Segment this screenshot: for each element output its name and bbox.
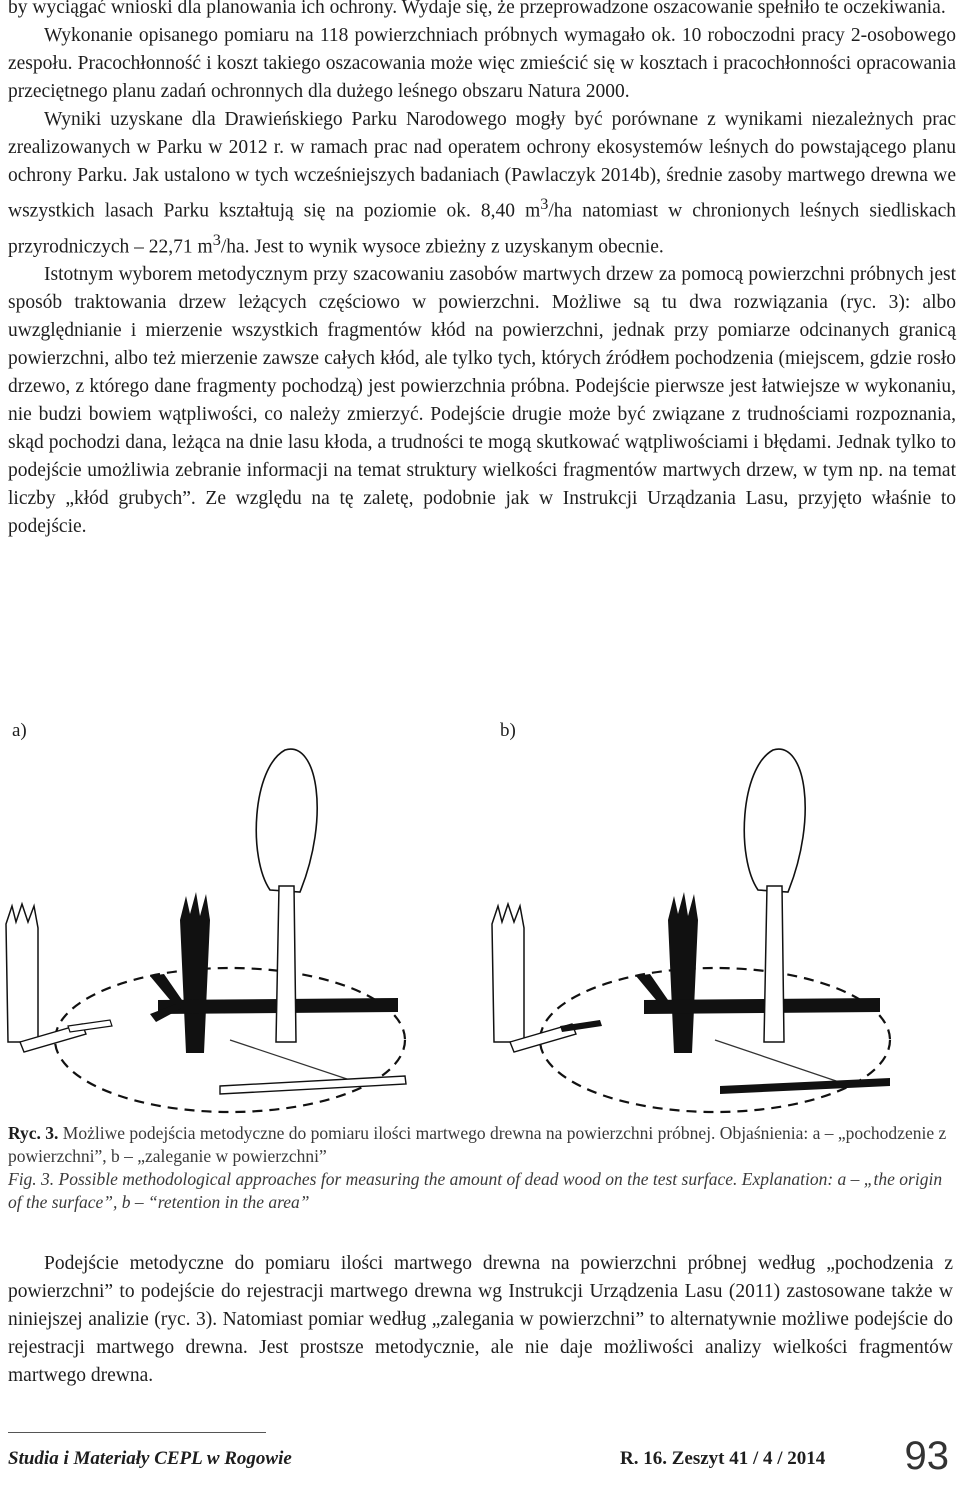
lying-log-dark-b3 <box>560 1020 602 1032</box>
figure-label-a: a) <box>12 720 27 741</box>
tree-crown-b <box>744 749 805 892</box>
log-branch-b1 <box>636 974 668 1000</box>
radius-line-b <box>715 1040 845 1084</box>
log-branch-a1 <box>150 974 182 1000</box>
caption-label: Ryc. 3. <box>8 1123 59 1143</box>
paragraph-results-part-3: /ha. Jest to wynik wysoce zbieżny z uzyskanym obecnie. <box>220 236 664 257</box>
caption-polish <box>8 1122 953 1168</box>
lying-log-light-a3 <box>68 1020 112 1032</box>
page-number: 93 <box>904 1434 949 1478</box>
caption-polish-text: Możliwe podejścia metodyczne do pomiaru ilości martwego drewna na powierzchni próbnej. Objaśnienia: a – „pochodzenie z powierzchni”, b – „zaleganie w powierzchni” <box>8 1123 947 1166</box>
figure-label-b: b) <box>500 720 516 741</box>
tree-trunk-a <box>276 886 296 1042</box>
paragraph-results-comparison <box>8 106 956 261</box>
figure-caption <box>8 1122 953 1214</box>
snag-outside-a <box>6 904 38 1042</box>
standing-tree-dark-a <box>180 892 210 1053</box>
caption-english: Fig. 3. Possible methodological approaches for measuring the amount of dead wood on the test surface. Explanation: a – „the origin of the surface”, b – “retention in the area” <box>8 1169 943 1212</box>
paragraph-continued: by wyciągać wnioski dla planowania ich ochrony. Wydaje się, że przeprowadzone oszacowanie spełniło te oczekiwania. <box>8 0 946 18</box>
panel-b <box>492 749 890 1112</box>
journal-title: Studia i Materiały CEPL w Rogowie <box>8 1448 292 1469</box>
article-body <box>8 0 956 541</box>
tree-trunk-b <box>764 886 784 1042</box>
page-footer <box>8 1434 953 1488</box>
issue-info: R. 16. Zeszyt 41 / 4 / 2014 <box>620 1448 826 1469</box>
superscript-3: 3 <box>212 230 221 249</box>
footer-divider <box>8 1432 266 1433</box>
figure-diagram <box>0 708 960 1118</box>
lying-log-dark-b <box>644 998 880 1014</box>
paragraph-methodology: Istotnym wyborem metodycznym przy szacowaniu zasobów martwych drzew za pomocą powierzchni próbnych jest sposób traktowania drzew leżących częściowo w powierzchni. Możliwe są tu dwa rozwiązania (ryc. 3): albo uwzględnianie i mierzenie wszystkich fragmentów kłód na powierzchni, jednak przy pomiarze odcinanych granicą powierzchni, albo też mierzenie zawsze całych kłód, ale tylko tych, których źródłem pochodzenia (miejscem, gdzie rosło drzewo, z którego dane fragmenty pochodzą) jest powierzchnia próbna. Podejście pierwsze jest łatwiejsze w wykonaniu, nie budzi bowiem wątpliwości, co należy zmierzyć. Podejście drugie może być związane z trudnościami rozpoznania, skąd pochodzi dana, leżąca na dnie lasu kłoda, a trudności te mogą skutkować wątpliwościami i błędami. Jednak tylko to podejście umożliwia zebranie informacji na temat struktury wielkości fragmentów martwych drzew, w tym np. na temat liczby „kłód grubych”. Ze względu na tę zaletę, podobnie jak w Instrukcji Urządzania Lasu, przyjęto właśnie to podejście. <box>8 264 956 537</box>
lying-log-dark-b2 <box>720 1078 890 1094</box>
paragraph-results-part-1: Wyniki uzyskane dla Drawieńskiego Parku Narodowego mogły być porównane z wynikami niezależnych prac zrealizowanych w Parku w 2012 r. w ramach prac nad operatem ochrony ekosystemów leśnych do powstającego planu ochrony Parku. Jak ustalono w tych wcześniejszych badaniach (Pawlaczyk 2014b), średnie zasoby martwego drewna we wszystkich lasach Parku kształtują się na poziomie ok. 8,40 m <box>8 109 956 222</box>
lying-log-light-a2 <box>220 1076 406 1094</box>
snag-outside-b <box>492 904 524 1042</box>
article-body-continued <box>8 1250 953 1390</box>
radius-line-a <box>230 1040 362 1084</box>
superscript-3: 3 <box>540 195 549 213</box>
paragraph-results-part-2: /ha natomiast w chronionych leśnych siedliskach przyrodniczych – 22,71 m <box>8 200 956 257</box>
standing-tree-dark-b <box>668 892 698 1053</box>
panel-a <box>6 749 406 1112</box>
paragraph-approach-comparison: Podejście metodyczne do pomiaru ilości martwego drewna na powierzchni próbnej według „pochodzenia z powierzchni” to podejście do rejestracji martwego drewna wg Instrukcji Urządzenia Lasu (2011) zastosowane także w niniejszej analizie (ryc. 3). Natomiast pomiar według „zalegania w powierzchni” to alternatywnie możliwe podejście do rejestracji martwego drewna. Jest prostsze metodycznie, ale nie daje możliwości analizy wielkości fragmentów martwego drewna. <box>8 1253 953 1386</box>
paragraph-labor-cost: Wykonanie opisanego pomiaru na 118 powierzchniach próbnych wymagało ok. 10 roboczodni pracy 2-osobowego zespołu. Pracochłonność i koszt takiego oszacowania może więc zmieścić się w kosztach i pracochłonności opracowania przeciętnego planu zadań ochronnych dla dużego leśnego obszaru Natura 2000. <box>8 25 956 102</box>
tree-crown-a <box>256 749 317 892</box>
figure-3 <box>0 708 960 1118</box>
